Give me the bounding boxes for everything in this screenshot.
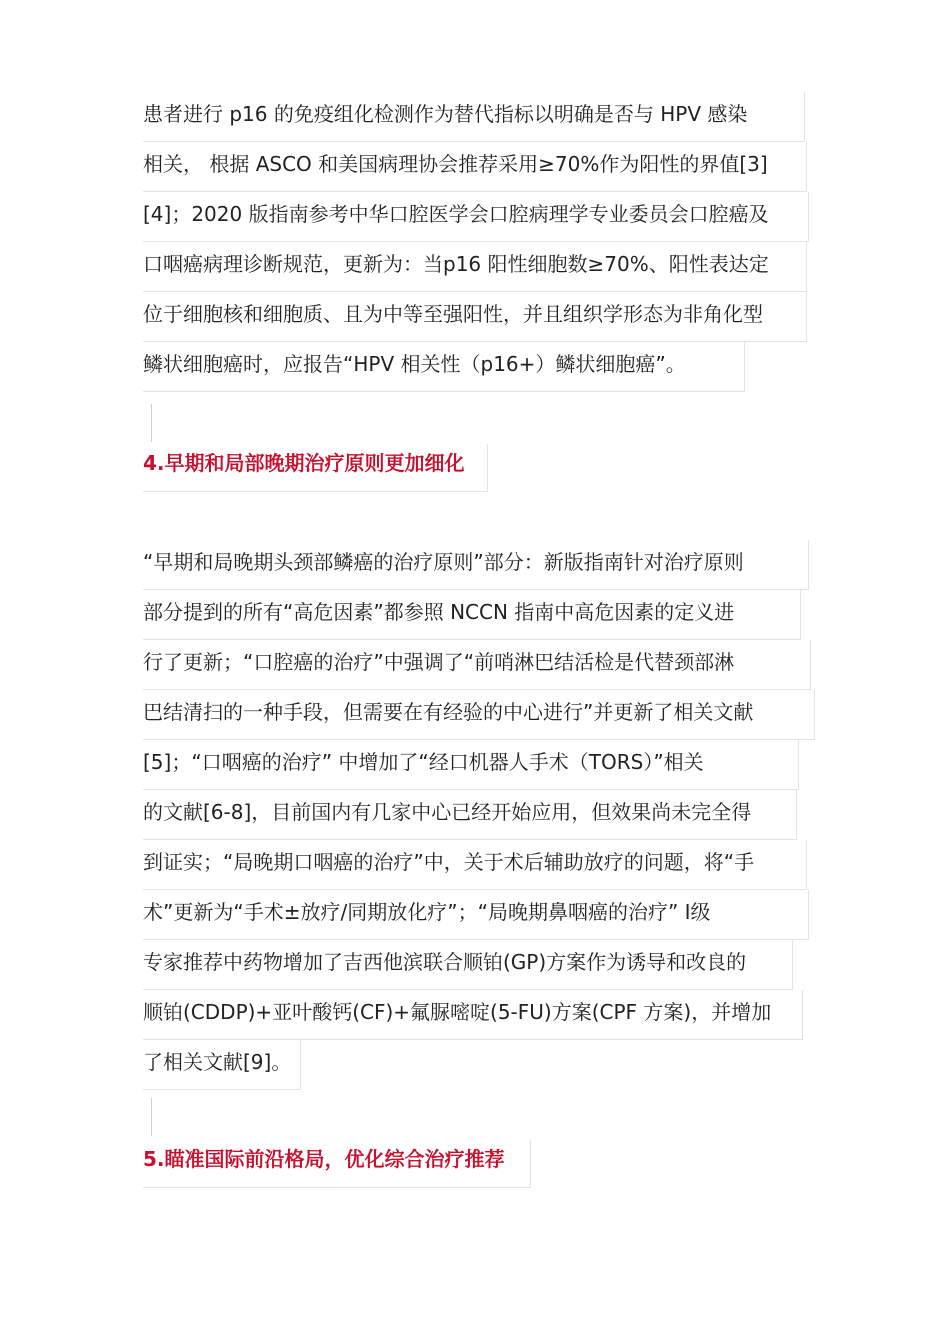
section-heading: 5.瞄准国际前沿格局，优化综合治疗推荐 (143, 1140, 531, 1188)
paragraph-line: 口咽癌病理诊断规范，更新为：当p16 阳性细胞数≥70%、阳性表达定 (143, 242, 807, 292)
paragraph-line: 了相关文献[9]。 (143, 1040, 301, 1090)
paragraph-line: 到证实；“局晚期口咽癌的治疗”中，关于术后辅助放疗的问题，将“手 (143, 840, 807, 890)
paragraph-line: “早期和局晚期头颈部鳞癌的治疗原则”部分：新版指南针对治疗原则 (143, 540, 809, 590)
section-heading: 4.早期和局部晚期治疗原则更加细化 (143, 444, 488, 492)
empty-paragraph-marker (143, 1098, 152, 1136)
paragraph-line: 专家推荐中药物增加了吉西他滨联合顺铂(GP)方案作为诱导和改良的 (143, 940, 793, 990)
paragraph-line: [4]；2020 版指南参考中华口腔医学会口腔病理学专业委员会口腔癌及 (143, 192, 809, 242)
paragraph-line: 部分提到的所有“高危因素”都参照 NCCN 指南中高危因素的定义进 (143, 590, 801, 640)
paragraph-line: 的文献[6-8]，目前国内有几家中心已经开始应用，但效果尚未完全得 (143, 790, 797, 840)
paragraph-line: 行了更新；“口腔癌的治疗”中强调了“前哨淋巴结活检是代替颈部淋 (143, 640, 811, 690)
paragraph-line: [5]；“口咽癌的治疗” 中增加了“经口机器人手术（TORS）”相关 (143, 740, 799, 790)
paragraph-line: 巴结清扫的一种手段，但需要在有经验的中心进行”并更新了相关文献 (143, 690, 815, 740)
paragraph-line: 顺铂(CDDP)+亚叶酸钙(CF)+氟脲嘧啶(5-FU)方案(CPF 方案)，并增加 (143, 990, 803, 1040)
paragraph-line: 患者进行 p16 的免疫组化检测作为替代指标以明确是否与 HPV 感染 (143, 92, 805, 142)
paragraph-line: 鳞状细胞癌时，应报告“HPV 相关性（p16+）鳞状细胞癌”。 (143, 342, 745, 392)
paragraph-line: 位于细胞核和细胞质、且为中等至强阳性，并且组织学形态为非角化型 (143, 292, 807, 342)
paragraph-line: 术”更新为“手术±放疗/同期放化疗”；“局晚期鼻咽癌的治疗” Ⅰ级 (143, 890, 809, 940)
empty-paragraph-marker (143, 404, 152, 442)
paragraph-line: 相关， 根据 ASCO 和美国病理协会推荐采用≥70%作为阳性的界值[3] (143, 142, 807, 192)
